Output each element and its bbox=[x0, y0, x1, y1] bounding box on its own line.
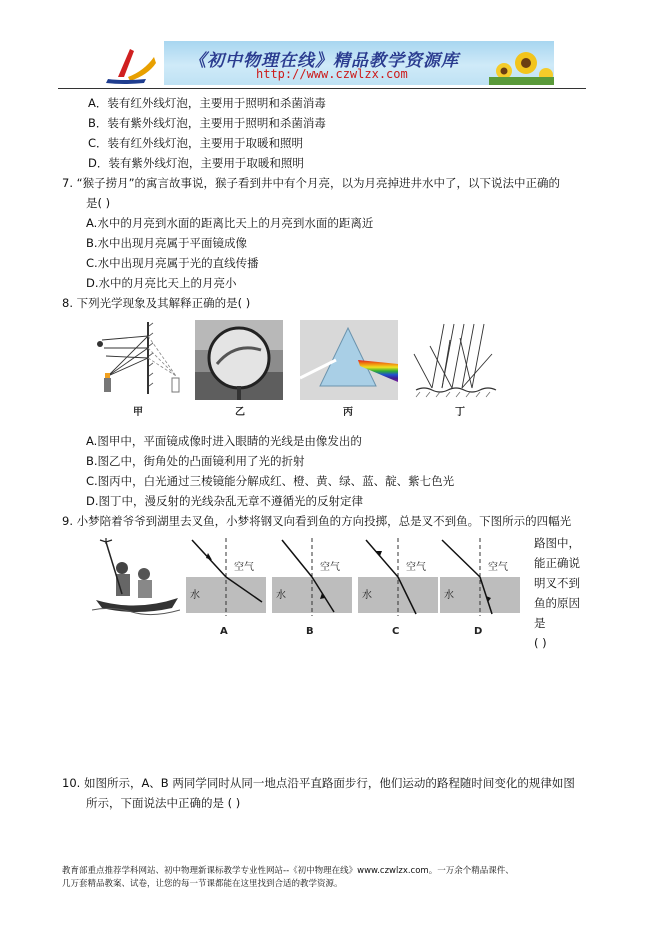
q6-option-b: B．装有紫外线灯泡，主要用于照明和杀菌消毒 bbox=[88, 116, 326, 130]
option-label-d: D bbox=[474, 626, 483, 637]
q7-option-c: C.水中出现月亮属于光的直线传播 bbox=[86, 256, 259, 270]
air-label: 空气 bbox=[320, 562, 340, 573]
footer-line-2: 几万套精品教案、试卷，让您的每一节课都能在这里找到合适的教学资源。 bbox=[62, 879, 343, 889]
q9-stem-wrap-2: 能正确说 bbox=[534, 556, 580, 570]
q8-option-a: A.图甲中，平面镜成像时进入眼睛的光线是由像发出的 bbox=[86, 434, 362, 448]
air-label: 空气 bbox=[234, 562, 254, 573]
figure-yi-convex-mirror bbox=[195, 320, 283, 400]
q7-stem: 7. “猴子捞月”的寓言故事说，猴子看到井中有个月亮，以为月亮掉进井水中了，以下说法中正确的 bbox=[62, 176, 561, 190]
q7-stem-cont: 是( ) bbox=[86, 196, 111, 210]
q9-stem-wrap-5: 是 bbox=[534, 616, 546, 630]
q8-option-d: D.图丁中，漫反射的光线杂乱无章不遵循光的反射定律 bbox=[86, 494, 364, 508]
figure-label-jia: 甲 bbox=[133, 407, 143, 418]
air-label: 空气 bbox=[488, 562, 508, 573]
q9-stem: 9. 小梦陪着爷爷到湖里去叉鱼，小梦将钢叉向看到鱼的方向投掷，总是叉不到鱼。下图所示的四幅光 bbox=[62, 514, 572, 528]
water-label: 水 bbox=[276, 590, 286, 601]
fisherman-illustration bbox=[92, 538, 180, 618]
figure-ding-diffuse-reflection bbox=[410, 320, 498, 400]
q7-option-b: B.水中出现月亮属于平面镜成像 bbox=[86, 236, 248, 250]
q9-stem-wrap-4: 鱼的原因 bbox=[534, 596, 580, 610]
refraction-diagram-c bbox=[358, 538, 438, 648]
refraction-diagram-b bbox=[272, 538, 352, 648]
figure-bing-prism bbox=[300, 320, 398, 400]
q10-stem-cont: 所示，下面说法中正确的是 ( ) bbox=[86, 796, 241, 810]
figure-label-yi: 乙 bbox=[235, 407, 245, 418]
figure-label-ding: 丁 bbox=[455, 407, 465, 418]
water-label: 水 bbox=[362, 590, 372, 601]
banner-url[interactable]: http://www.czwlzx.com bbox=[256, 67, 408, 81]
q8-stem: 8. 下列光学现象及其解释正确的是( ) bbox=[62, 296, 251, 310]
option-label-b: B bbox=[306, 626, 314, 637]
q9-stem-wrap-3: 明叉不到 bbox=[534, 576, 580, 590]
q6-option-c: C．装有红外线灯泡，主要用于取暖和照明 bbox=[88, 136, 304, 150]
footer-line-1: 教育部重点推荐学科网站、初中物理新课标教学专业性网站--《初中物理在线》www.czwlzx.com。一万余个精品课件、 bbox=[62, 866, 514, 876]
q10-stem: 10. 如图所示，A、B 两同学同时从同一地点沿平直路面步行，他们运动的路程随时间变化的规律如图 bbox=[62, 776, 575, 790]
q8-option-b: B.图乙中，街角处的凸面镜利用了光的折射 bbox=[86, 454, 305, 468]
q9-stem-wrap-1: 路图中， bbox=[534, 536, 580, 550]
water-label: 水 bbox=[444, 590, 454, 601]
header-rule bbox=[58, 88, 586, 89]
q6-option-d: D．装有紫外线灯泡，主要用于取暖和照明 bbox=[88, 156, 304, 170]
air-label: 空气 bbox=[406, 562, 426, 573]
q8-option-c: C.图丙中，白光通过三棱镜能分解成红、橙、黄、绿、蓝、靛、紫七色光 bbox=[86, 474, 455, 488]
banner-title: 《初中物理在线》精品教学资源库 bbox=[189, 51, 459, 71]
option-label-a: A bbox=[220, 626, 228, 637]
figure-label-bing: 丙 bbox=[343, 407, 353, 418]
option-label-c: C bbox=[392, 626, 400, 637]
header-banner bbox=[94, 41, 554, 85]
q7-option-d: D.水中的月亮比天上的月亮小 bbox=[86, 276, 237, 290]
figure-jia-plane-mirror bbox=[92, 318, 188, 400]
q7-option-a: A.水中的月亮到水面的距离比天上的月亮到水面的距离近 bbox=[86, 216, 374, 230]
refraction-diagram-d bbox=[440, 538, 520, 648]
refraction-diagram-a bbox=[186, 538, 266, 648]
q9-answer-blank: ( ) bbox=[534, 636, 547, 650]
q6-option-a: A．装有红外线灯泡，主要用于照明和杀菌消毒 bbox=[88, 96, 326, 110]
water-label: 水 bbox=[190, 590, 200, 601]
